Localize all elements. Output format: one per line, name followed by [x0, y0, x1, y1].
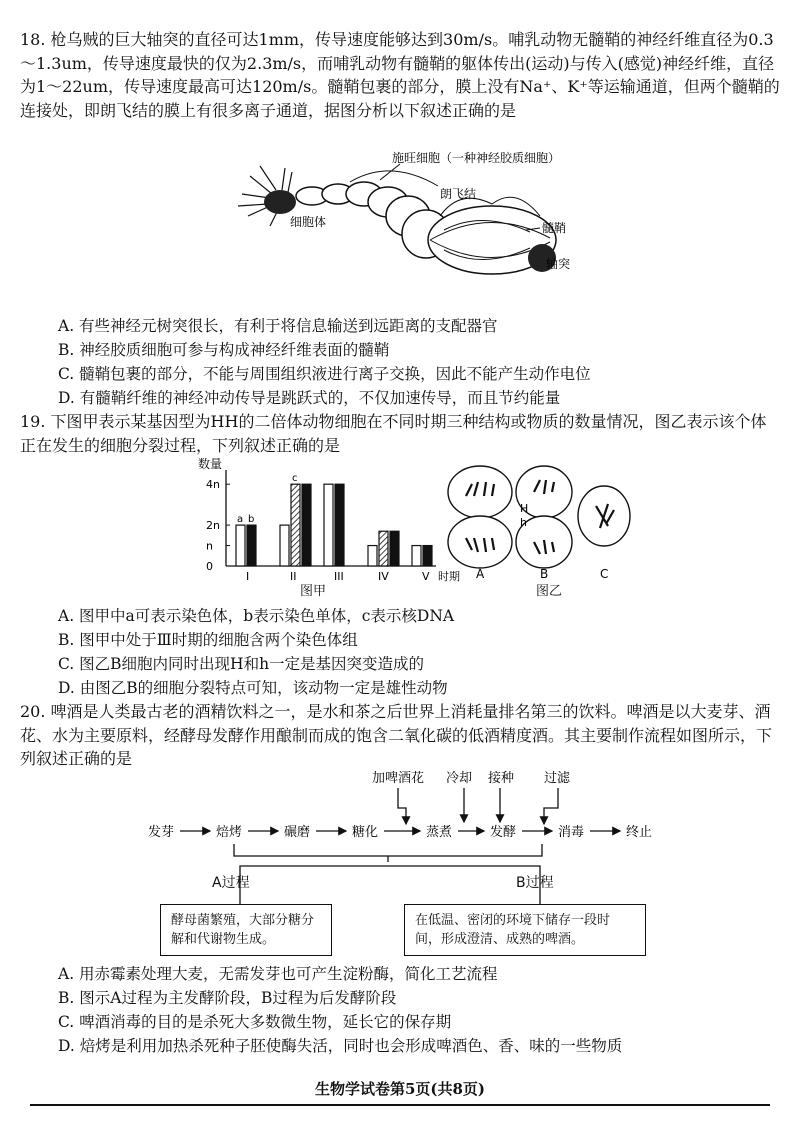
x-tick-label: III	[334, 570, 344, 583]
q18-stem: 18. 枪乌贼的巨大轴突的直径可达1mm，传导速度能够达到30m/s。哺乳动物无髓鞘的神经纤维直径为0.3～1.3um，传导速度最快的仅为2.3m/s，而哺乳动物有髓鞘的躯体传出(运动)与传入(感觉)神经纤维，直径为1～22um，传导速度最高可达120m/s。髓鞘包裹的部分，膜上没有Na⁺、K⁺等运输通道，但两个髓鞘的连接处，即朗飞结的膜上有很多离子通道，据图分析以下叙述正确的是	[20, 30, 780, 120]
bar-b-III	[335, 484, 344, 566]
fig-b-caption: 图乙	[536, 584, 563, 599]
bar-a-III	[324, 484, 333, 566]
fig-a-caption: 图甲	[300, 584, 327, 599]
cell-body	[264, 190, 296, 214]
y-tick-label: 2n	[206, 519, 220, 533]
y-tick-label: 0	[206, 560, 213, 573]
bar-b-V	[423, 546, 432, 566]
process-b-label: B过程	[516, 875, 554, 891]
q19-option-b: B. 图甲中处于Ⅲ时期的细胞含两个染色体组	[58, 631, 358, 649]
y-tick-label: 4n	[206, 478, 220, 492]
q20-option-a: A. 用赤霉素处理大麦，无需发芽也可产生淀粉酶，简化工艺流程	[58, 965, 498, 983]
q20-stem: 20. 啤酒是人类最古老的酒精饮料之一，是水和茶之后世界上消耗量排名第三的饮料。啤酒是以大麦芽、酒花、水为主要原料，经酵母发酵作用酿制而成的饱含二氧化碳的低酒精度酒。其主要制作流程如图所示，下列叙述正确的是	[20, 702, 773, 768]
process-b-box: 在低温、密闭的环境下储存一段时间，形成澄清、成熟的啤酒。	[404, 904, 646, 956]
cell-label-a: A	[476, 567, 485, 581]
x-axis-label: 时期	[438, 570, 460, 583]
flow-input-1: 加啤酒花	[372, 771, 425, 786]
bar-a-II	[280, 525, 289, 566]
q18-option-a: A. 有些神经元树突很长，有利于将信息输送到远距离的支配器官	[58, 317, 498, 335]
flow-step-1: 发芽	[148, 825, 175, 840]
x-tick-label: V	[422, 570, 430, 583]
flow-input-2: 冷却	[446, 771, 473, 786]
flow-input-3: 接种	[488, 771, 515, 786]
flow-step-3: 碾磨	[284, 825, 311, 840]
cell-label-c: C	[600, 567, 609, 581]
y-axis-label: 数量	[198, 457, 223, 471]
cell-label-b: B	[540, 567, 549, 581]
page-footer: 生物学试卷第5页(共8页)	[314, 1080, 486, 1098]
gene-label-H: H	[520, 502, 529, 515]
q18-option-b: B. 神经胶质细胞可参与构成神经纤维表面的髓鞘	[58, 341, 390, 359]
q20-option-c: C. 啤酒消毒的目的是杀死大多数微生物，延长它的保存期	[58, 1013, 452, 1031]
flow-step-8: 终止	[626, 825, 653, 840]
process-connectors	[150, 856, 590, 908]
bar-a-V	[412, 546, 421, 566]
flow-step-5: 蒸煮	[426, 825, 453, 840]
bar-c-IV	[379, 531, 388, 566]
q19-option-a: A. 图甲中a可表示染色体，b表示染色单体，c表示核DNA	[58, 607, 455, 625]
q18-option-c: C. 髓鞘包裹的部分，不能与周围组织液进行离子交换，因此不能产生动作电位	[58, 365, 591, 383]
label-schwann: 施旺细胞（一种神经胶质细胞）	[392, 151, 561, 165]
flow-step-2: 焙烤	[216, 825, 243, 840]
bar-series-label: a	[237, 514, 244, 526]
process-a-box: 酵母菌繁殖，大部分糖分解和代谢物生成。	[160, 904, 332, 956]
q20-option-d: D. 焙烤是利用加热杀死种子胚使酶失活，同时也会形成啤酒色、香、味的一些物质	[58, 1037, 623, 1055]
flow-step-4: 糖化	[352, 825, 379, 840]
process-a-label: A过程	[212, 875, 250, 891]
q19-option-d: D. 由图乙B的细胞分裂特点可知，该动物一定是雄性动物	[58, 679, 448, 697]
x-tick-label: I	[246, 570, 250, 583]
gene-label-h: h	[520, 516, 527, 529]
flow-step-6: 发酵	[490, 825, 517, 840]
q20-option-b: B. 图示A过程为主发酵阶段，B过程为后发酵阶段	[58, 989, 397, 1007]
q19-stem: 19. 下图甲表示某基因型为HH的二倍体动物细胞在不同时期三种结构或物质的数量情况，图乙表示该个体正在发生的细胞分裂过程，下列叙述正确的是	[20, 412, 767, 455]
q19-option-c: C. 图乙B细胞内同时出现H和h一定是基因突变造成的	[58, 655, 425, 673]
q18-option-d: D. 有髓鞘纤维的神经冲动传导是跳跃式的，不仅加速传导，而且节约能量	[58, 389, 561, 407]
bar-b-IV	[390, 531, 399, 566]
label-myelin: 髓鞘	[542, 221, 567, 235]
label-axon: 轴突	[546, 257, 571, 271]
x-tick-label: II	[290, 570, 297, 583]
flow-input-4: 过滤	[544, 771, 571, 786]
bar-c-II	[291, 484, 300, 566]
bar-b-II	[302, 484, 311, 566]
bar-b-I	[247, 525, 256, 566]
bar-series-label: b	[248, 514, 255, 526]
x-tick-label: IV	[378, 570, 389, 583]
label-soma: 细胞体	[290, 215, 327, 229]
bar-a-I	[236, 525, 245, 566]
footer-rule	[30, 1104, 770, 1106]
bar-a-IV	[368, 546, 377, 566]
bar-series-label: c	[292, 473, 298, 485]
flow-step-7: 消毒	[558, 825, 585, 840]
neuron-diagram	[230, 146, 610, 316]
bar-chart	[196, 456, 460, 596]
y-tick-label: n	[206, 539, 213, 553]
label-node: 朗飞结	[440, 187, 477, 201]
cell-division-figure	[440, 462, 640, 580]
